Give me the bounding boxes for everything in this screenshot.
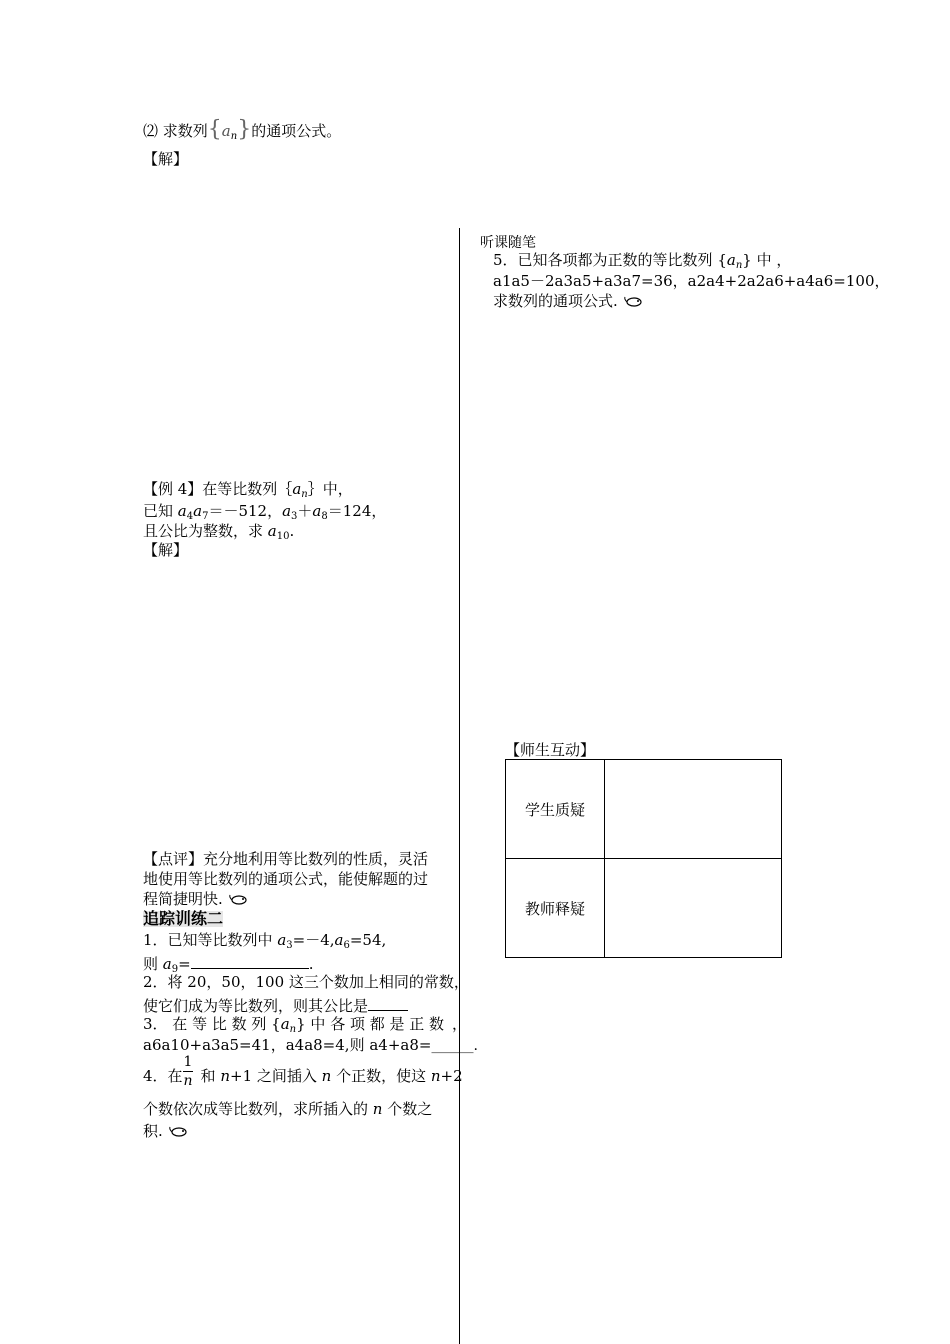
solve-label-1: 【解】 xyxy=(143,150,189,168)
mouse-icon xyxy=(623,296,643,308)
ex4-line3-var: a xyxy=(267,522,277,540)
q4-fraction xyxy=(183,1055,193,1088)
example4-suffix: ｝中， xyxy=(307,480,353,498)
ex4-t4: 7 xyxy=(202,511,209,522)
comment-line3 xyxy=(143,892,248,907)
q3-line2 xyxy=(143,1038,478,1053)
tracking-title: 追踪训练二 xyxy=(143,909,224,928)
comment-line2: 地使用等比数列的通项公式，能使解题的过 xyxy=(143,870,429,888)
part2-prefix: ⑵ 求数列 xyxy=(143,122,208,140)
q1-s2: 6 xyxy=(343,940,350,951)
q5-line1 xyxy=(493,253,791,271)
q1-l2-prefix: 则 xyxy=(143,955,163,973)
q5-line3-text: 求数列的通项公式. xyxy=(493,292,618,310)
q5-line2: a1a5－2a3a5+a3a7=36，a2a4+2a2a6+a4a6=100， xyxy=(493,272,890,290)
column-divider xyxy=(459,228,460,1344)
solve-label-2: 【解】 xyxy=(143,541,189,559)
q4-m4: +2 xyxy=(440,1067,463,1085)
q4-m1: 和 xyxy=(200,1067,221,1085)
q3-suffix: } 中 各 项 都 是 正 数 xyxy=(296,1015,445,1033)
q3-sub: n xyxy=(289,1024,297,1035)
frac-den: n xyxy=(183,1073,193,1089)
q4-line3 xyxy=(143,1124,188,1139)
ex4-t11: ＝124， xyxy=(327,502,387,520)
answer-blank-1[interactable] xyxy=(191,954,309,969)
q1-l2-var: a xyxy=(162,955,172,973)
q2-line2-text: 使它们成为等比数列，则其公比是 xyxy=(143,997,369,1015)
example4-line1 xyxy=(143,482,353,500)
ex4-t6: a xyxy=(282,502,292,520)
ex4-t0: 已知 xyxy=(143,502,178,520)
ex4-line3-prefix: 且公比为整数，求 xyxy=(143,522,268,540)
q1-end: =54, xyxy=(349,931,387,949)
notes-title: 听课随笔 xyxy=(480,235,536,251)
q3-comma: ， xyxy=(452,1015,468,1033)
q3-prefix: 3． 在 等 比 数 列 { xyxy=(143,1015,281,1033)
q4-l3-text: 积. xyxy=(143,1122,163,1140)
q1-b: a xyxy=(334,931,344,949)
ex4-t7: 3 xyxy=(291,511,298,522)
q4-l2-suffix: 个数之 xyxy=(382,1100,433,1118)
q1-mid: =－4, xyxy=(292,931,335,949)
ex4-t10: 8 xyxy=(321,511,328,522)
mouse-icon xyxy=(168,1126,188,1138)
mouse-icon xyxy=(228,894,248,906)
part2-question xyxy=(143,119,341,142)
q4-line2 xyxy=(143,1102,432,1117)
q2-line1: 2．将 20，50，100 这三个数加上相同的常数， xyxy=(143,973,469,991)
ex4-t5: ＝－512， xyxy=(208,502,283,520)
q4-n2: n xyxy=(321,1067,332,1085)
example4-prefix: 【例 4】在等比数列｛ xyxy=(143,480,293,498)
q3-var: a xyxy=(280,1015,290,1033)
q1-line1 xyxy=(143,933,386,951)
student-question-cell[interactable] xyxy=(605,760,781,859)
example4-line3 xyxy=(143,524,294,542)
ex4-t8: ＋ xyxy=(297,502,313,520)
q1-line2 xyxy=(143,954,313,975)
table-row-label: 学生质疑 xyxy=(506,760,605,859)
table-row-label: 教师释疑 xyxy=(506,859,605,957)
q5-prefix: 5．已知各项都为正数的等比数列 { xyxy=(493,251,727,269)
example4-sub: n xyxy=(301,489,308,500)
answer-blank-2[interactable] xyxy=(368,996,408,1011)
q4-n1: n xyxy=(220,1067,230,1085)
q1-l2-eq: = xyxy=(178,955,191,973)
part2-sub: n xyxy=(230,131,238,142)
frac-bar xyxy=(183,1071,193,1072)
ex4-line3-sub: 10 xyxy=(276,531,290,542)
q4-m2: +1 之间插入 xyxy=(230,1067,322,1085)
q2-line2 xyxy=(143,996,408,1014)
part2-suffix: 的通项公式。 xyxy=(251,122,342,140)
comment-line3-text: 程简捷明快. xyxy=(143,890,223,908)
q1-prefix: 1．已知等比数列中 xyxy=(143,931,278,949)
brace-close: } xyxy=(237,117,252,142)
interaction-title: 【师生互动】 xyxy=(505,741,596,759)
q4-m3: 个正数，使这 xyxy=(331,1067,431,1085)
q5-var: a xyxy=(726,251,736,269)
q1-s1: 3 xyxy=(286,940,293,951)
q4-l2-prefix: 个数依次成等比数列，求所插入的 xyxy=(143,1100,373,1118)
q3-line2-end: ______. xyxy=(431,1038,478,1054)
part2-var: a xyxy=(221,122,231,140)
q4-l2-n: n xyxy=(372,1100,383,1118)
ex4-t1: a xyxy=(177,502,187,520)
q4-n3: n xyxy=(430,1067,441,1085)
example4-line2 xyxy=(143,504,386,522)
interaction-table xyxy=(505,759,782,958)
q5-line3 xyxy=(493,294,643,309)
q1-a: a xyxy=(277,931,287,949)
q3-line2-text: a6a10+a3a5=41，a4a8=4,则 a4+a8= xyxy=(143,1036,432,1054)
example4-var: a xyxy=(292,480,302,498)
frac-num: 1 xyxy=(183,1054,193,1070)
q1-l2-end: . xyxy=(308,955,314,973)
q4-prefix: 4．在 xyxy=(143,1067,183,1085)
ex4-t2: 4 xyxy=(186,511,194,522)
q5-suffix: } 中 ， xyxy=(742,251,792,269)
q5-sub: n xyxy=(735,260,743,271)
q1-l2-sub: 9 xyxy=(171,964,179,975)
comment-line1: 【点评】充分地利用等比数列的性质，灵活 xyxy=(143,850,429,868)
teacher-answer-cell[interactable] xyxy=(605,859,781,957)
ex4-t9: a xyxy=(312,502,322,520)
ex4-line3-suffix: . xyxy=(289,522,295,540)
ex4-t3: a xyxy=(193,502,203,520)
q3-line1 xyxy=(143,1017,444,1035)
brace-open: { xyxy=(207,117,222,142)
